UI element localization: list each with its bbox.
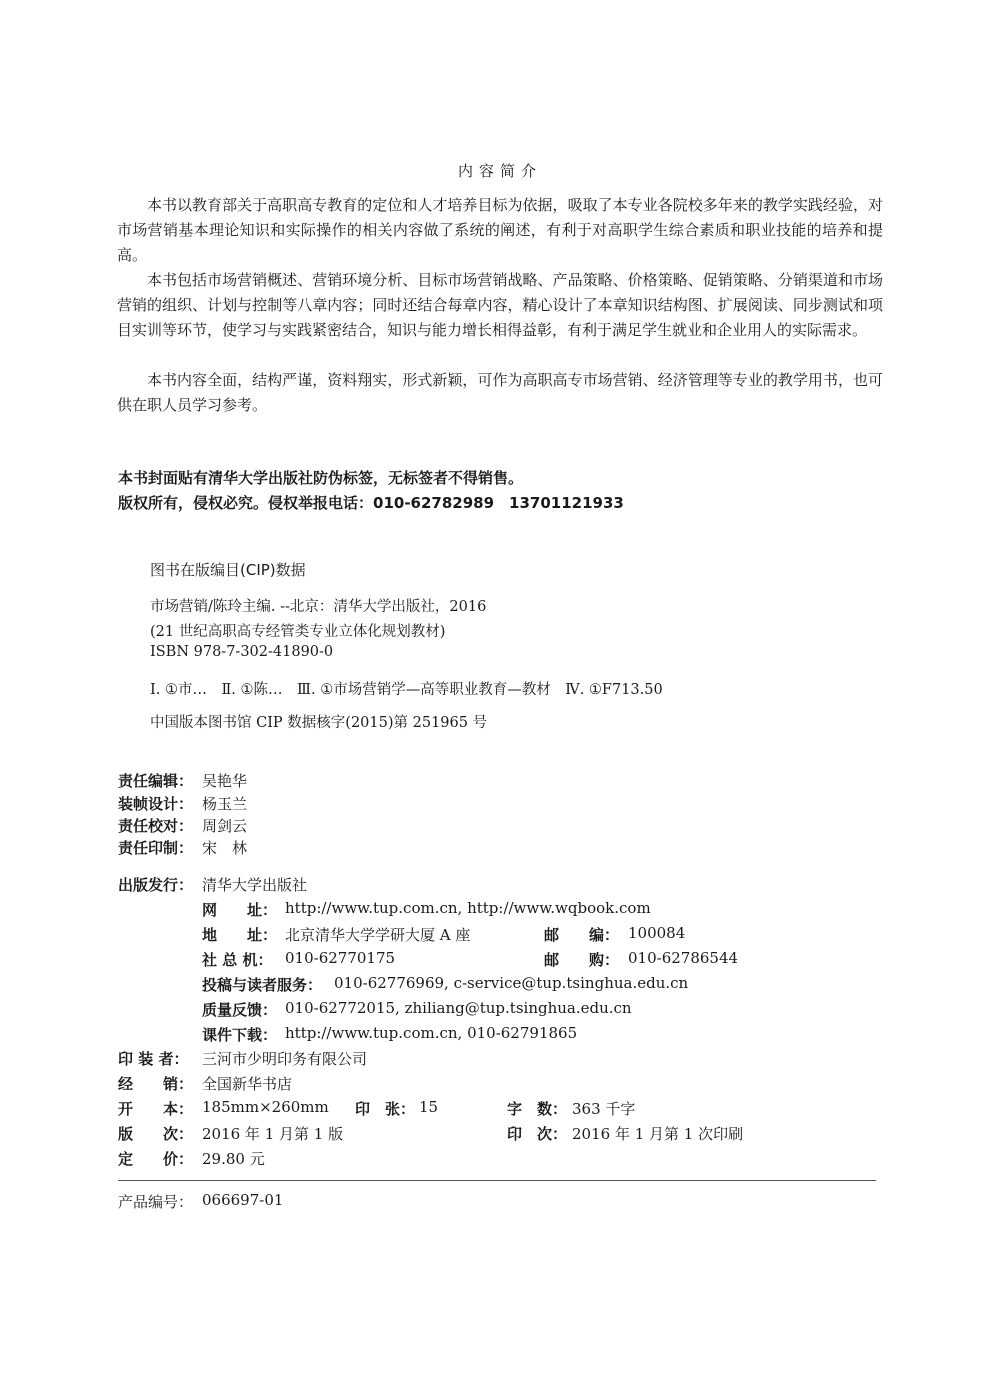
- quality-feedback-label: 质量反馈：: [202, 1001, 278, 1019]
- word-count-value: 363 千字: [572, 1100, 636, 1118]
- cip-heading: 图书在版编目(CIP)数据: [150, 561, 306, 579]
- divider-line: [118, 1180, 876, 1181]
- page-title: 内容简介: [457, 162, 542, 180]
- cip-line: 市场营销/陈玲主编. --北京：清华大学出版社，2016: [150, 599, 487, 615]
- word-count-label: 字 数：: [507, 1100, 568, 1118]
- credit-label: 装帧设计：: [118, 795, 194, 813]
- cip-classification: Ⅰ. ①市… Ⅱ. ①陈… Ⅲ. ①市场营销学—高等职业教育—教材 Ⅳ. ①F713.50: [150, 682, 663, 698]
- quality-feedback-value: 010-62772015, zhiliang@tup.tsinghua.edu.cn: [285, 999, 632, 1017]
- credit-value: 杨玉兰: [202, 795, 248, 813]
- submission-service-label: 投稿与读者服务：: [202, 976, 323, 994]
- switchboard-value: 010-62770175: [285, 949, 396, 967]
- copyright-notice: 版权所有，侵权必究。侵权举报电话：010-62782989 13701121933: [118, 494, 624, 512]
- courseware-download-label: 课件下载：: [202, 1026, 278, 1044]
- summary-paragraph-3: 本书内容全面，结构严谨，资料翔实，形式新颖，可作为高职高专市场营销、经济管理等专业的教学用书，也可供在职人员学习参考。: [117, 371, 883, 414]
- credit-value: 宋 林: [202, 839, 248, 857]
- distributor-value: 全国新华书店: [202, 1075, 293, 1093]
- credit-label: 责任印制：: [118, 839, 194, 857]
- website-value: http://www.tup.com.cn, http://www.wqbook.com: [285, 899, 651, 917]
- credit-label: 责任校对：: [118, 817, 194, 835]
- credit-value: 吴艳华: [202, 772, 248, 790]
- printing-value: 2016 年 1 月第 1 次印刷: [572, 1125, 744, 1143]
- sheets-label: 印 张：: [355, 1100, 416, 1118]
- product-number-value: 066697-01: [202, 1191, 284, 1209]
- courseware-download-value: http://www.tup.com.cn, 010-62791865: [285, 1024, 578, 1042]
- address-label: 地 址：: [202, 926, 278, 944]
- submission-service-value: 010-62776969, c-service@tup.tsinghua.edu.cn: [334, 974, 689, 992]
- sheets-value: 15: [419, 1098, 439, 1116]
- product-number-label: 产品编号：: [118, 1193, 194, 1211]
- printer-value: 三河市少明印务有限公司: [202, 1050, 368, 1068]
- distributor-label: 经 销：: [118, 1075, 194, 1093]
- price-value: 29.80 元: [202, 1150, 265, 1168]
- cip-record-number: 中国版本图书馆 CIP 数据核字(2015)第 251965 号: [150, 715, 488, 731]
- mailorder-label: 邮 购：: [544, 951, 620, 969]
- printer-label: 印 装 者：: [118, 1050, 189, 1068]
- credit-value: 周剑云: [202, 817, 248, 835]
- postcode-value: 100084: [628, 924, 686, 942]
- publisher-value: 清华大学出版社: [202, 876, 308, 894]
- publisher-label: 出版发行：: [118, 876, 194, 894]
- address-value: 北京清华大学学研大厦 A 座: [285, 926, 471, 944]
- printing-label: 印 次：: [507, 1125, 568, 1143]
- switchboard-label: 社 总 机：: [202, 951, 273, 969]
- anti-counterfeit-notice: 本书封面贴有清华大学出版社防伪标签，无标签者不得销售。: [118, 469, 524, 487]
- format-value: 185mm×260mm: [202, 1098, 329, 1116]
- summary-paragraph-1: 本书以教育部关于高职高专教育的定位和人才培养目标为依据，吸取了本专业各院校多年来的教学实践经验，对市场营销基本理论知识和实际操作的相关内容做了系统的阐述，有利于对高职学生综合素质和职业技能的培养和提高。: [117, 196, 883, 264]
- edition-value: 2016 年 1 月第 1 版: [202, 1125, 344, 1143]
- cip-isbn: ISBN 978-7-302-41890-0: [150, 644, 334, 660]
- price-label: 定 价：: [118, 1150, 194, 1168]
- cip-line: (21 世纪高职高专经管类专业立体化规划教材): [150, 624, 446, 640]
- website-label: 网 址：: [202, 901, 278, 919]
- credit-label: 责任编辑：: [118, 772, 194, 790]
- edition-label: 版 次：: [118, 1125, 194, 1143]
- format-label: 开 本：: [118, 1100, 194, 1118]
- summary-paragraph-2: 本书包括市场营销概述、营销环境分析、目标市场营销战略、产品策略、价格策略、促销策略、分销渠道和市场营销的组织、计划与控制等八章内容；同时还结合每章内容，精心设计了本章知识结构图、扩展阅读、同步测试和项目实训等环节，使学习与实践紧密结合，知识与能力增长相得益彰，有利于满足学生就业和企业用人的实际需求。: [117, 271, 883, 339]
- mailorder-value: 010-62786544: [628, 949, 739, 967]
- postcode-label: 邮 编：: [544, 926, 620, 944]
